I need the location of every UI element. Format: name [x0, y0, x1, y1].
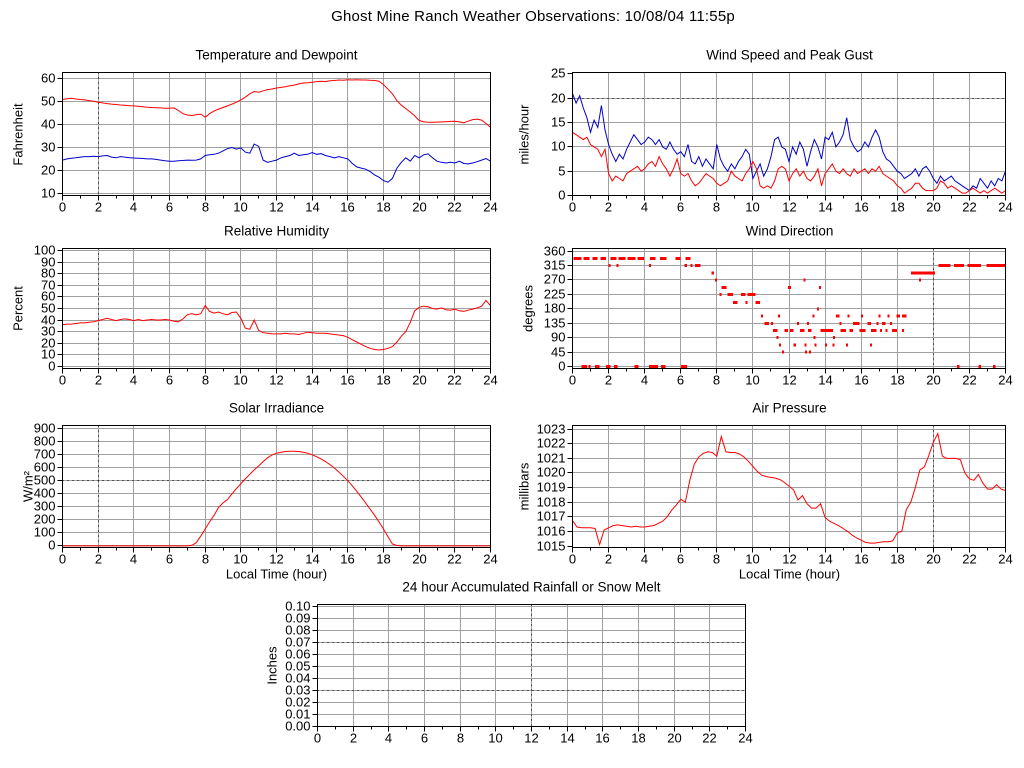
scatter-mark — [748, 293, 756, 296]
x-tick-label: 10 — [233, 372, 248, 388]
y-tick-label: 800 — [33, 433, 56, 449]
scatter-mark — [809, 351, 811, 354]
x-tick-label: 20 — [926, 551, 941, 567]
x-tick-label: 2 — [94, 551, 103, 567]
scatter-mark — [892, 329, 897, 332]
chart-title: 24 hour Accumulated Rainfall or Snow Melt — [402, 579, 661, 595]
y-tick-label: 0.06 — [285, 646, 311, 662]
chart-title: Relative Humidity — [223, 223, 330, 239]
x-tick-label: 0 — [58, 372, 67, 388]
scatter-mark — [685, 257, 690, 260]
x-tick-label: 12 — [524, 730, 539, 746]
x-tick-label: 24 — [483, 372, 498, 388]
scatter-mark — [880, 329, 882, 332]
x-tick-label: 18 — [890, 372, 905, 388]
x-tick-label: 0 — [568, 199, 577, 215]
y-tick-label: 30 — [41, 323, 56, 339]
scatter-mark — [715, 278, 717, 281]
chart-title: Air Pressure — [752, 400, 827, 416]
scatter-mark — [573, 257, 581, 260]
scatter-mark — [808, 329, 812, 332]
x-tick-label: 6 — [165, 199, 174, 215]
scatter-mark — [638, 257, 644, 260]
scatter-mark — [782, 351, 784, 354]
x-tick-label: 10 — [233, 199, 248, 215]
y-tick-label: 1018 — [536, 494, 566, 510]
scatter-mark — [582, 365, 587, 368]
x-tick-label: 8 — [456, 730, 465, 746]
y-tick-label: 40 — [41, 312, 56, 328]
y-tick-label: 90 — [41, 254, 56, 270]
x-tick-label: 0 — [58, 551, 67, 567]
y-tick-label: 0 — [48, 537, 56, 553]
scatter-mark — [614, 365, 618, 368]
chart-pressure — [517, 401, 1013, 582]
scatter-mark — [771, 322, 773, 325]
x-tick-label: 12 — [269, 551, 284, 567]
y-tick-label: 270 — [543, 271, 566, 287]
y-axis-label: Inches — [264, 646, 280, 685]
scatter-mark — [773, 329, 778, 332]
scatter-mark — [840, 322, 842, 325]
x-tick-label: 0 — [568, 372, 577, 388]
scatter-mark — [848, 315, 850, 318]
x-tick-label: 6 — [676, 199, 685, 215]
x-tick-label: 2 — [349, 730, 358, 746]
y-tick-label: 1019 — [536, 479, 566, 495]
y-tick-label: 0.01 — [285, 706, 311, 722]
x-tick-label: 8 — [201, 199, 210, 215]
scatter-mark — [661, 365, 666, 368]
scatter-mark — [814, 344, 816, 347]
x-tick-label: 4 — [129, 551, 138, 567]
scatter-mark — [721, 286, 726, 289]
scatter-mark — [817, 307, 819, 310]
scatter-mark — [890, 322, 892, 325]
y-tick-label: 600 — [33, 459, 56, 475]
x-tick-label: 6 — [420, 730, 429, 746]
scatter-mark — [776, 336, 778, 339]
y-axis-label: millibars — [516, 462, 532, 511]
x-tick-label: 16 — [340, 199, 355, 215]
x-tick-label: 20 — [926, 372, 941, 388]
y-axis-label: degrees — [520, 285, 536, 332]
y-axis-label: W/m² — [20, 470, 36, 503]
x-tick-label: 0 — [58, 199, 67, 215]
scatter-mark — [993, 365, 996, 368]
scatter-mark — [803, 278, 805, 281]
x-tick-label: 22 — [447, 199, 462, 215]
y-tick-label: 50 — [41, 93, 56, 109]
y-tick-label: 0 — [48, 358, 56, 374]
chart-title: Solar Irradiance — [228, 400, 325, 416]
x-tick-label: 24 — [998, 551, 1013, 567]
scatter-mark — [849, 329, 853, 332]
x-tick-label: 12 — [269, 372, 284, 388]
y-axis-label: Percent — [10, 286, 26, 331]
scatter-mark — [886, 329, 888, 332]
x-tick-label: 18 — [376, 372, 391, 388]
y-tick-label: 0 — [558, 358, 566, 374]
x-tick-label: 2 — [94, 372, 103, 388]
scatter-mark — [902, 329, 904, 332]
y-tick-label: 0.03 — [285, 682, 311, 698]
x-tick-label: 14 — [305, 372, 320, 388]
x-tick-label: 24 — [998, 199, 1013, 215]
scatter-mark — [609, 264, 611, 267]
scatter-mark — [649, 264, 651, 267]
y-tick-label: 300 — [33, 498, 56, 514]
x-tick-label: 16 — [854, 551, 869, 567]
scatter-mark — [877, 322, 879, 325]
scatter-mark — [592, 257, 597, 260]
x-tick-label: 22 — [962, 372, 977, 388]
y-tick-label: 0.08 — [285, 622, 311, 638]
scatter-mark — [870, 344, 872, 347]
scatter-mark — [954, 264, 964, 267]
chart-wind_direction — [521, 224, 1013, 388]
scatter-mark — [939, 264, 951, 267]
scatter-mark — [790, 329, 794, 332]
x-tick-label: 16 — [595, 730, 610, 746]
y-axis-label: Fahrenheit — [10, 103, 26, 166]
chart-temperature — [11, 48, 498, 215]
y-tick-label: 20 — [41, 335, 56, 351]
scatter-mark — [878, 315, 880, 318]
scatter-mark — [819, 286, 821, 289]
y-tick-label: 225 — [543, 286, 566, 302]
y-tick-label: 0 — [558, 187, 566, 203]
scatter-mark — [868, 322, 872, 325]
x-axis-label: Local Time (hour) — [738, 566, 841, 582]
chart-wind_speed — [517, 48, 1013, 215]
scatter-mark — [957, 365, 960, 368]
x-tick-label: 22 — [447, 551, 462, 567]
x-tick-label: 10 — [745, 372, 760, 388]
y-tick-label: 0.09 — [285, 610, 311, 626]
x-tick-label: 0 — [568, 551, 577, 567]
x-tick-label: 18 — [890, 551, 905, 567]
x-tick-label: 10 — [745, 199, 760, 215]
page-title: Ghost Mine Ranch Weather Observations: 10/08/04 11:55p — [331, 8, 735, 25]
chart-title: Wind Speed and Peak Gust — [706, 47, 873, 63]
chart-rainfall — [265, 580, 753, 746]
x-tick-label: 18 — [376, 551, 391, 567]
y-tick-label: 20 — [551, 90, 566, 106]
x-tick-label: 24 — [738, 730, 753, 746]
scatter-mark — [681, 365, 687, 368]
x-tick-label: 14 — [818, 199, 833, 215]
scatter-mark — [583, 257, 589, 260]
scatter-mark — [797, 322, 799, 325]
scatter-mark — [813, 315, 815, 318]
x-tick-label: 2 — [94, 199, 103, 215]
y-tick-label: 10 — [41, 346, 56, 362]
y-axis-label: miles/hour — [516, 104, 532, 165]
y-tick-label: 1023 — [536, 421, 566, 437]
scatter-mark — [861, 315, 863, 318]
x-tick-label: 8 — [712, 199, 721, 215]
x-tick-label: 20 — [667, 730, 682, 746]
chart-humidity — [11, 224, 498, 388]
y-tick-label: 0.07 — [285, 634, 311, 650]
scatter-mark — [794, 344, 797, 347]
x-tick-label: 8 — [712, 551, 721, 567]
x-tick-label: 0 — [313, 730, 322, 746]
y-tick-label: 315 — [543, 257, 566, 273]
x-tick-label: 18 — [631, 730, 646, 746]
scatter-mark — [601, 257, 606, 260]
x-tick-label: 20 — [412, 551, 427, 567]
scatter-mark — [635, 365, 639, 368]
scatter-mark — [859, 329, 865, 332]
y-tick-label: 5 — [558, 163, 566, 179]
x-tick-label: 12 — [782, 551, 797, 567]
y-tick-label: 1021 — [536, 450, 566, 466]
x-tick-label: 16 — [854, 199, 869, 215]
scatter-mark — [660, 257, 666, 260]
x-tick-label: 10 — [233, 551, 248, 567]
scatter-mark — [788, 286, 791, 289]
x-tick-label: 24 — [483, 199, 498, 215]
y-tick-label: 50 — [41, 300, 56, 316]
y-tick-label: 20 — [41, 162, 56, 178]
x-tick-label: 12 — [782, 372, 797, 388]
y-tick-label: 0.04 — [285, 670, 311, 686]
scatter-mark — [695, 264, 700, 267]
x-tick-label: 4 — [384, 730, 393, 746]
scatter-mark — [650, 257, 655, 260]
x-tick-label: 8 — [712, 372, 721, 388]
x-tick-label: 6 — [676, 551, 685, 567]
scatter-mark — [840, 329, 845, 332]
x-tick-label: 16 — [340, 551, 355, 567]
y-tick-label: 10 — [41, 185, 56, 201]
x-tick-label: 24 — [998, 372, 1013, 388]
scatter-mark — [807, 322, 809, 325]
x-tick-label: 22 — [447, 372, 462, 388]
x-tick-label: 16 — [854, 372, 869, 388]
y-tick-label: 0.10 — [285, 598, 311, 614]
x-tick-label: 20 — [926, 199, 941, 215]
y-tick-label: 135 — [543, 315, 566, 331]
x-tick-label: 4 — [640, 551, 649, 567]
y-tick-label: 400 — [33, 485, 56, 501]
scatter-mark — [756, 301, 761, 304]
x-tick-label: 20 — [412, 199, 427, 215]
scatter-mark — [887, 315, 889, 318]
scatter-mark — [871, 329, 876, 332]
scatter-mark — [779, 344, 781, 347]
y-tick-label: 100 — [33, 524, 56, 540]
y-tick-label: 500 — [33, 472, 56, 488]
scatter-mark — [902, 315, 907, 318]
y-tick-label: 0.05 — [285, 658, 311, 674]
x-tick-label: 6 — [676, 372, 685, 388]
scatter-mark — [610, 257, 616, 260]
x-tick-label: 8 — [201, 372, 210, 388]
x-tick-label: 2 — [604, 199, 613, 215]
x-tick-label: 14 — [818, 551, 833, 567]
scatter-mark — [919, 278, 921, 281]
y-tick-label: 60 — [41, 70, 56, 86]
y-tick-label: 10 — [551, 138, 566, 154]
y-tick-label: 80 — [41, 265, 56, 281]
scatter-mark — [733, 301, 738, 304]
scatter-mark — [968, 264, 982, 267]
scatter-mark — [765, 322, 770, 325]
x-tick-label: 14 — [818, 372, 833, 388]
y-tick-label: 60 — [41, 288, 56, 304]
y-tick-label: 1022 — [536, 435, 566, 451]
scatter-mark — [882, 322, 886, 325]
x-tick-label: 22 — [962, 551, 977, 567]
scatter-mark — [778, 315, 780, 318]
scatter-mark — [846, 344, 848, 347]
x-tick-label: 20 — [412, 372, 427, 388]
scatter-mark — [606, 365, 611, 368]
y-tick-label: 0.00 — [285, 718, 311, 734]
y-tick-label: 180 — [543, 300, 566, 316]
x-tick-label: 12 — [782, 199, 797, 215]
scatter-mark — [711, 271, 714, 274]
scatter-mark — [804, 344, 806, 347]
scatter-mark — [675, 257, 680, 260]
scatter-mark — [813, 336, 815, 339]
scatter-mark — [720, 293, 722, 296]
x-axis-label: Local Time (hour) — [225, 566, 328, 582]
y-tick-label: 0.02 — [285, 694, 311, 710]
scatter-mark — [746, 301, 748, 304]
y-tick-label: 25 — [551, 65, 566, 81]
x-tick-label: 8 — [201, 551, 210, 567]
x-tick-label: 6 — [165, 551, 174, 567]
scatter-mark — [691, 264, 693, 267]
y-tick-label: 90 — [551, 329, 566, 345]
y-tick-label: 100 — [33, 242, 56, 258]
y-tick-label: 360 — [543, 243, 566, 259]
y-tick-label: 1016 — [536, 523, 566, 539]
x-tick-label: 22 — [962, 199, 977, 215]
scatter-mark — [619, 257, 626, 260]
scatter-mark — [987, 264, 1006, 267]
scatter-mark — [649, 365, 658, 368]
x-tick-label: 22 — [702, 730, 717, 746]
scatter-mark — [728, 293, 733, 296]
scatter-mark — [761, 315, 763, 318]
x-tick-label: 6 — [165, 372, 174, 388]
chart-solar — [21, 401, 498, 582]
y-tick-label: 700 — [33, 446, 56, 462]
scatter-mark — [800, 329, 805, 332]
y-tick-label: 1020 — [536, 464, 566, 480]
scatter-mark — [896, 315, 900, 318]
x-tick-label: 12 — [269, 199, 284, 215]
x-tick-label: 14 — [305, 199, 320, 215]
x-tick-label: 18 — [376, 199, 391, 215]
y-tick-label: 30 — [41, 139, 56, 155]
x-tick-label: 10 — [488, 730, 503, 746]
scatter-mark — [825, 344, 827, 347]
y-tick-label: 200 — [33, 511, 56, 527]
scatter-mark — [833, 336, 835, 339]
y-tick-label: 1015 — [536, 538, 566, 554]
x-tick-label: 18 — [890, 199, 905, 215]
x-tick-label: 10 — [745, 551, 760, 567]
y-tick-label: 45 — [551, 344, 566, 360]
y-tick-label: 1017 — [536, 508, 566, 524]
scatter-mark — [595, 365, 600, 368]
x-tick-label: 4 — [129, 199, 138, 215]
scatter-mark — [628, 257, 636, 260]
y-tick-label: 40 — [41, 116, 56, 132]
scatter-mark — [589, 365, 591, 368]
scatter-mark — [821, 329, 834, 332]
x-tick-label: 2 — [604, 372, 613, 388]
scatter-mark — [836, 315, 840, 318]
scatter-mark — [785, 329, 789, 332]
scatter-mark — [805, 351, 807, 354]
x-tick-label: 2 — [604, 551, 613, 567]
scatter-mark — [978, 365, 981, 368]
y-tick-label: 70 — [41, 277, 56, 293]
x-tick-label: 24 — [483, 551, 498, 567]
scatter-mark — [617, 264, 619, 267]
scatter-mark — [832, 344, 834, 347]
x-tick-label: 14 — [305, 551, 320, 567]
scatter-mark — [853, 322, 859, 325]
y-tick-label: 15 — [551, 114, 566, 130]
chart-title: Temperature and Dewpoint — [195, 47, 358, 63]
x-tick-label: 4 — [640, 199, 649, 215]
x-tick-label: 4 — [129, 372, 138, 388]
scatter-mark — [911, 271, 935, 274]
scatter-mark — [741, 293, 746, 296]
x-tick-label: 16 — [340, 372, 355, 388]
y-tick-label: 900 — [33, 420, 56, 436]
x-tick-label: 14 — [560, 730, 575, 746]
x-tick-label: 4 — [640, 372, 649, 388]
scatter-mark — [684, 264, 687, 267]
chart-title: Wind Direction — [745, 223, 834, 239]
